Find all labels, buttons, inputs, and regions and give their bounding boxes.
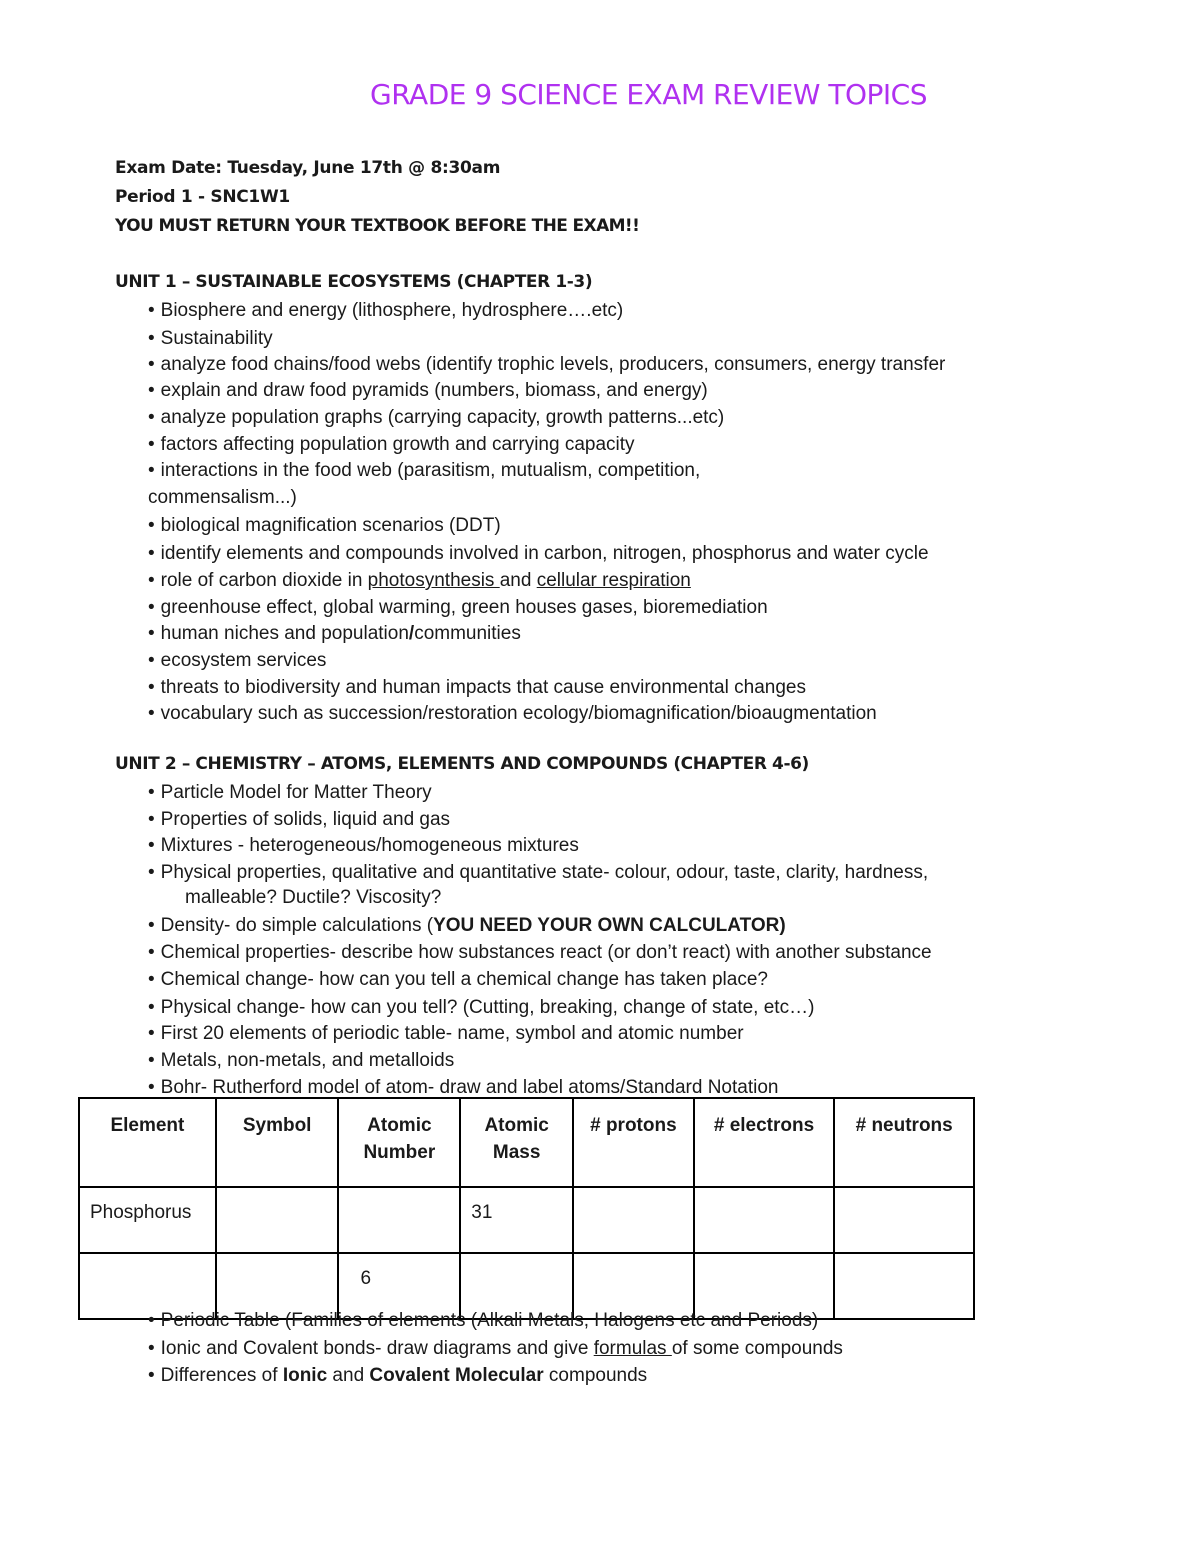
list-item: • identify elements and compounds involved in carbon, nitrogen, phosphorus and water cycle — [148, 543, 929, 564]
period: Period 1 - SNC1W1 — [115, 187, 290, 207]
column-header: Atomic Mass — [460, 1098, 573, 1187]
list-item: • Physical change- how can you tell? (Cutting, breaking, change of state, etc…) — [148, 997, 815, 1018]
table-cell — [216, 1187, 339, 1253]
list-item: • role of carbon dioxide in photosynthesis and cellular respiration — [148, 570, 691, 591]
list-item: • Periodic Table (Families of elements (Alkali Metals, Halogens etc and Periods) — [148, 1310, 819, 1331]
table-cell — [573, 1187, 694, 1253]
cellular-respiration-underlined: cellular respiration — [536, 570, 691, 591]
table-cell — [834, 1187, 974, 1253]
list-item: • analyze food chains/food webs (identify trophic levels, producers, consumers, energy transfer — [148, 354, 946, 375]
element-table — [78, 1097, 975, 1320]
list-item: • Biosphere and energy (lithosphere, hydrosphere….etc) — [148, 300, 624, 321]
list-item: • Properties of solids, liquid and gas — [148, 809, 451, 830]
formulas-underlined: formulas — [593, 1338, 672, 1359]
list-item: • Sustainability — [148, 328, 273, 349]
table-cell: 31 — [460, 1187, 573, 1253]
column-header: # neutrons — [834, 1098, 974, 1187]
list-item: • analyze population graphs (carrying capacity, growth patterns...etc) — [148, 407, 725, 428]
list-item: • threats to biodiversity and human impacts that cause environmental changes — [148, 677, 806, 698]
list-item: • biological magnification scenarios (DDT) — [148, 515, 501, 536]
table-cell — [834, 1253, 974, 1319]
list-item: • Ionic and Covalent bonds- draw diagrams and give formulas of some compounds — [148, 1338, 843, 1359]
column-header: Symbol — [216, 1098, 339, 1187]
list-item: • Chemical change- how can you tell a chemical change has taken place? — [148, 969, 768, 990]
table-cell: Phosphorus — [79, 1187, 216, 1253]
exam-date: Exam Date: Tuesday, June 17th @ 8:30am — [115, 158, 501, 178]
table-cell — [694, 1187, 835, 1253]
list-item: • Density- do simple calculations (YOU NEED YOUR OWN CALCULATOR) — [148, 915, 786, 936]
list-item: • Bohr- Rutherford model of atom- draw and label atoms/Standard Notation — [148, 1077, 779, 1098]
unit1-heading: UNIT 1 – SUSTAINABLE ECOSYSTEMS (CHAPTER 1-3) — [115, 272, 593, 292]
list-item: • Chemical properties- describe how substances react (or don’t react) with another substance — [148, 942, 932, 963]
list-item: • Differences of Ionic and Covalent Molecular compounds — [148, 1365, 648, 1386]
list-item: • explain and draw food pyramids (numbers, biomass, and energy) — [148, 380, 708, 401]
table-row — [79, 1187, 974, 1253]
list-item: • interactions in the food web (parasitism, mutualism, competition, — [148, 460, 701, 481]
list-item: • vocabulary such as succession/restoration ecology/biomagnification/bioaugmentation — [148, 703, 877, 724]
page-title: GRADE 9 SCIENCE EXAM REVIEW TOPICS — [370, 78, 927, 111]
list-item: • Metals, non-metals, and metalloids — [148, 1050, 455, 1071]
list-item-continuation: malleable? Ductile? Viscosity? — [185, 887, 442, 908]
unit2-heading: UNIT 2 – CHEMISTRY – ATOMS, ELEMENTS AND COMPOUNDS (CHAPTER 4-6) — [115, 754, 809, 774]
list-item: • Particle Model for Matter Theory — [148, 782, 432, 803]
list-item-continuation: commensalism...) — [148, 487, 297, 508]
list-item: • Mixtures - heterogeneous/homogeneous mixtures — [148, 835, 579, 856]
column-header: Atomic Number — [338, 1098, 460, 1187]
photosynthesis-underlined: photosynthesis — [367, 570, 500, 591]
column-header: # electrons — [694, 1098, 835, 1187]
list-item: • First 20 elements of periodic table- name, symbol and atomic number — [148, 1023, 744, 1044]
list-item: • Physical properties, qualitative and quantitative state- colour, odour, taste, clarity, hardness, — [148, 862, 929, 883]
list-item: • human niches and population/communities — [148, 623, 521, 644]
column-header: # protons — [573, 1098, 694, 1187]
list-item: • factors affecting population growth and carrying capacity — [148, 434, 635, 455]
calculator-note: YOU NEED YOUR OWN CALCULATOR) — [433, 915, 786, 936]
table-header-row — [79, 1098, 974, 1187]
table-cell: 6 — [338, 1253, 460, 1319]
table-cell — [338, 1187, 460, 1253]
column-header: Element — [79, 1098, 216, 1187]
list-item: • ecosystem services — [148, 650, 327, 671]
textbook-warning: YOU MUST RETURN YOUR TEXTBOOK BEFORE THE EXAM!! — [115, 216, 640, 236]
list-item: • greenhouse effect, global warming, green houses gases, bioremediation — [148, 597, 768, 618]
